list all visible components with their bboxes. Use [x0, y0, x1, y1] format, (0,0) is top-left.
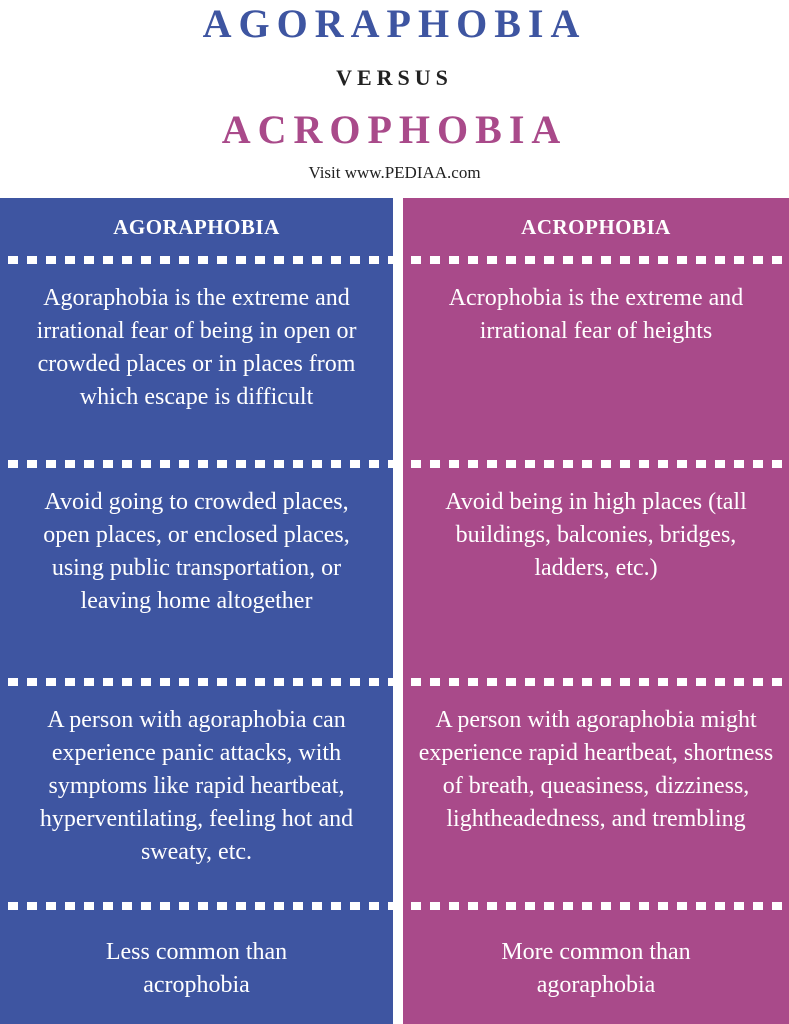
visit-link[interactable]: Visit www.PEDIAA.com	[308, 163, 481, 182]
dotted-divider	[403, 458, 789, 470]
title-versus: VERSUS	[336, 65, 453, 90]
title-acrophobia: ACROPHOBIA	[221, 107, 568, 152]
column-heading-acrophobia: ACROPHOBIA	[521, 215, 671, 239]
definition-cell: Acrophobia is the extreme and irrational fear of heights	[448, 285, 744, 344]
title-agoraphobia: AGORAPHOBIA	[202, 1, 587, 46]
column-acrophobia	[403, 198, 789, 1024]
dotted-divider	[403, 900, 789, 912]
prevalence-cell: Less common than acrophobia	[105, 939, 288, 998]
column-agoraphobia	[0, 198, 393, 1024]
dotted-divider	[0, 900, 393, 912]
symptoms-cell: A person with agoraphobia can experience panic attacks, with symptoms like rapid heartbeat, hyperventilating, feeling hot and sweaty, etc.	[39, 707, 354, 865]
definition-cell: Agoraphobia is the extreme and irrational fear of being in open or crowded places or in places from which escape is difficult	[36, 285, 357, 410]
dotted-divider	[0, 458, 393, 470]
prevalence-cell: More common than agoraphobia	[501, 939, 691, 998]
dotted-divider	[403, 676, 789, 688]
dotted-divider	[403, 254, 789, 266]
avoidance-cell: Avoid being in high places (tall buildings, balconies, bridges, ladders, etc.)	[445, 489, 747, 581]
infographic-header	[0, 0, 789, 198]
dotted-divider	[0, 254, 393, 266]
avoidance-cell: Avoid going to crowded places, open places, or enclosed places, using public transportation, or leaving home altogether	[43, 489, 350, 614]
symptoms-cell: A person with agoraphobia might experience rapid heartbeat, shortness of breath, queasiness, dizziness, lightheadedness, and trembling	[418, 707, 774, 832]
column-heading-agoraphobia: AGORAPHOBIA	[113, 215, 280, 239]
dotted-divider	[0, 676, 393, 688]
